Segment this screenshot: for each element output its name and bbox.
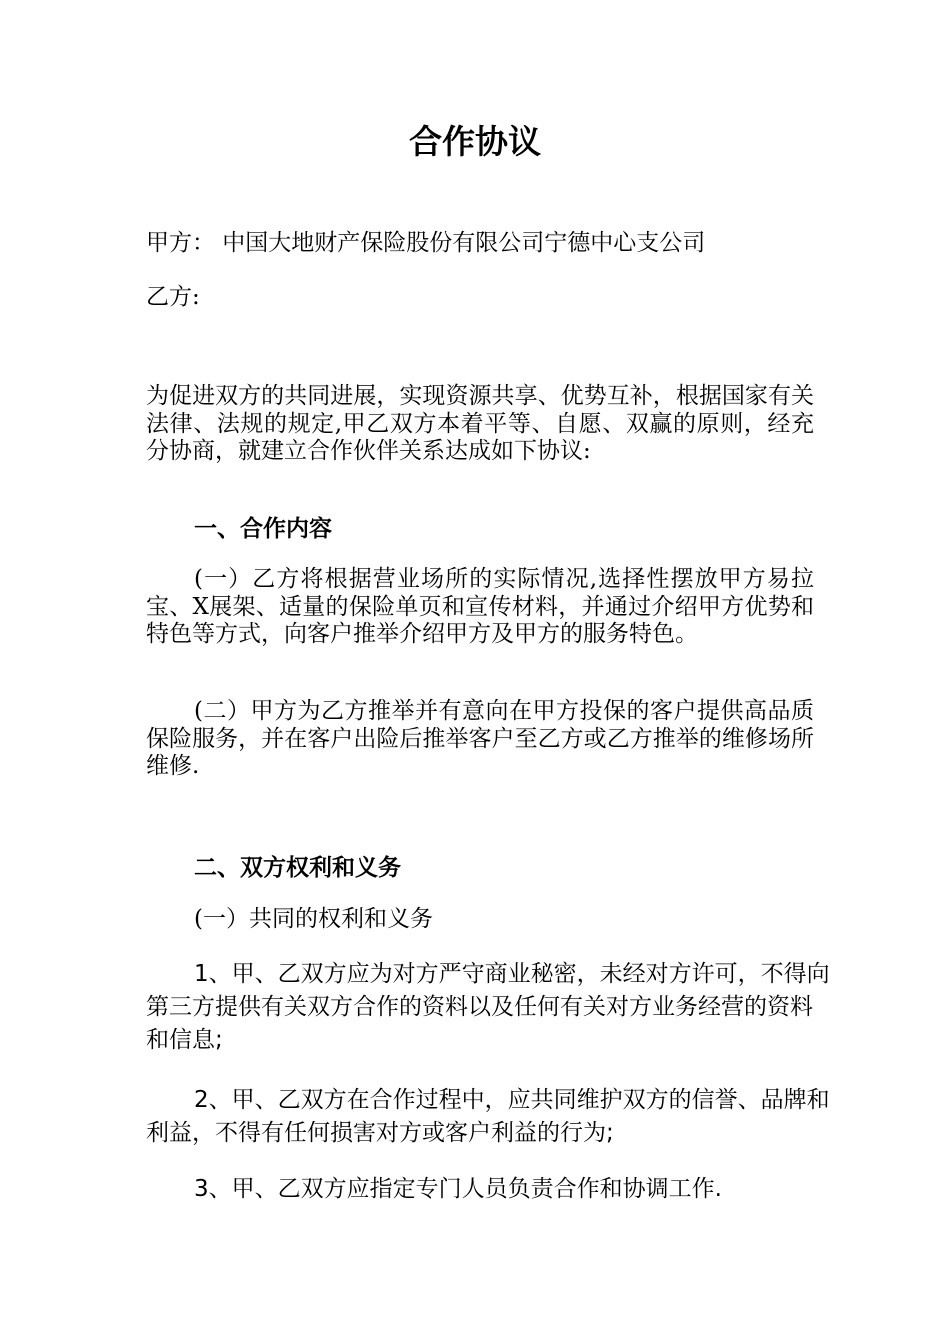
document-title: 合作协议 [409,122,541,161]
party-a-line: 甲方： 中国大地财产保险股份有限公司宁德中心支公司 [146,230,706,256]
section-2-heading: 二、双方权利和义务 [194,855,401,881]
section-2-subheading: (一）共同的权利和义务 [194,906,433,932]
intro-paragraph: 为促进双方的共同进展，实现资源共享、优势互补，根据国家有关法律、法规的规定,甲乙双方本着平等、自愿、双赢的原则，经充分协商，就建立合作伙伴关系达成如下协议: [146,383,814,464]
section-1-item-1: (一）乙方将根据营业场所的实际情况,选择性摆放甲方易拉宝、X展架、适量的保险单页和宣传材料，并通过介绍甲方优势和特色等方式，向客户推举介绍甲方及甲方的服务特色。 [146,566,814,647]
clause-1: 1、甲、乙双方应为对方严守商业秘密，未经对方许可，不得向第三方提供有关双方合作的资料以及任何有关对方业务经营的资料和信息; [146,961,830,1053]
clause-2: 2、甲、乙双方在合作过程中，应共同维护双方的信誉、品牌和利益，不得有任何损害对方或客户利益的行为; [146,1087,830,1146]
section-1-item-2: (二）甲方为乙方推举并有意向在甲方投保的客户提供高品质保险服务，并在客户出险后推举客户至乙方或乙方推举的维修场所维修. [146,698,814,779]
clause-3: 3、甲、乙双方应指定专门人员负责合作和协调工作. [194,1176,722,1202]
section-1-heading: 一、合作内容 [194,516,332,542]
party-b-line: 乙方: [146,284,200,310]
